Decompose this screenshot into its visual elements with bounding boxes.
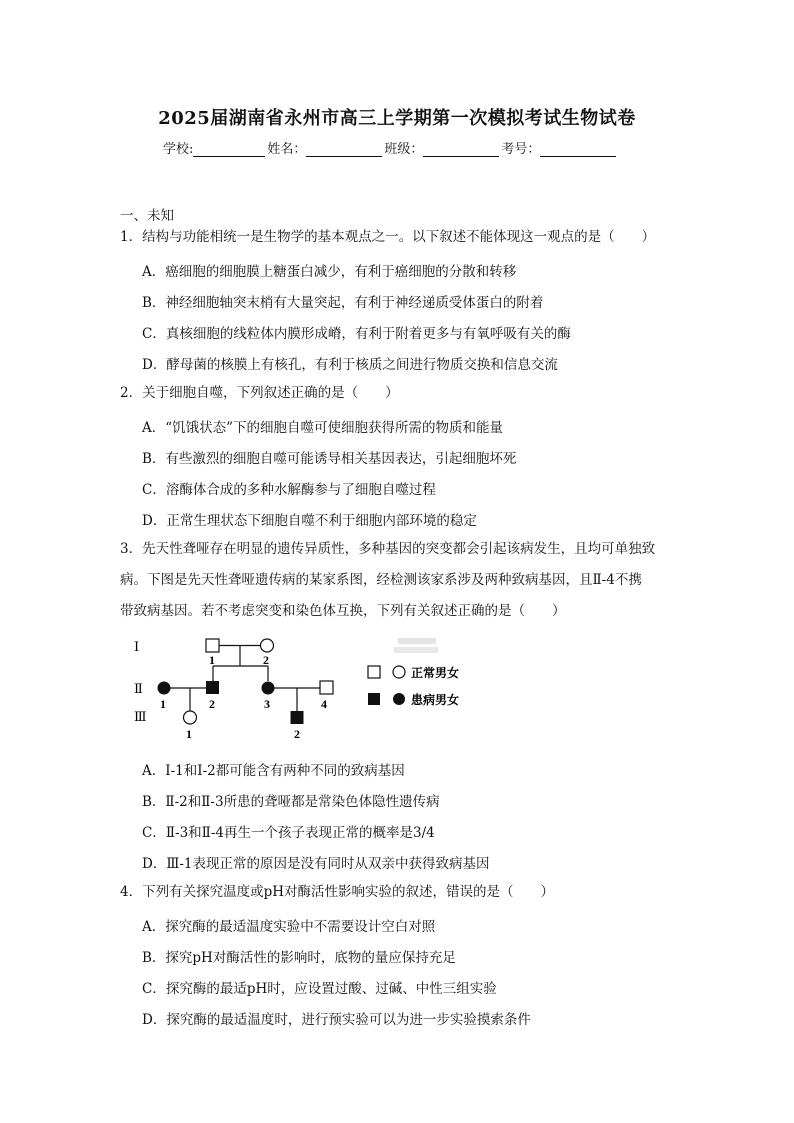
legend-affected-female-icon (393, 693, 405, 705)
question-3-option-d: D．Ⅲ-1表现正常的原因是没有同时从双亲中获得致病基因 (142, 856, 490, 872)
pedigree-number-ii4: 4 (321, 697, 327, 711)
question-1-stem: 1．结构与功能相统一是生物学的基本观点之一。以下叙述不能体现这一观点的是（ ） (120, 229, 656, 245)
question-1-option-b: B．神经细胞轴突末梢有大量突起，有利于神经递质受体蛋白的附着 (142, 295, 544, 311)
pedigree-number-ii2: 2 (209, 697, 215, 711)
question-2-option-c: C．溶酶体合成的多种水解酶参与了细胞自噬过程 (142, 482, 436, 498)
pedigree-number-iii2: 2 (294, 727, 300, 741)
question-4-option-d: D．探究酶的最适温度时，进行预实验可以为进一步实验摸索条件 (142, 1012, 531, 1028)
question-3-option-b: B．Ⅱ-2和Ⅱ-3所患的聋哑都是常染色体隐性遗传病 (142, 794, 440, 810)
section-heading: 一、未知 (120, 208, 174, 224)
generation-label-3: Ⅲ (134, 709, 147, 724)
question-1-option-a: A．癌细胞的细胞膜上糖蛋白减少，有利于癌细胞的分散和转移 (142, 264, 517, 280)
question-4-option-b: B．探究pH对酶活性的影响时，底物的量应保持充足 (142, 950, 456, 966)
question-3-stem-line-3: 带致病基因。若不考虑突变和染色体互换，下列有关叙述正确的是（ ） (120, 603, 566, 619)
question-2-option-a: A．“饥饿状态”下的细胞自噬可使细胞获得所需的物质和能量 (142, 420, 504, 436)
pedigree-number-i2: 2 (263, 653, 269, 667)
legend-affected-label: 患病男女 (411, 693, 460, 707)
name-label: 姓名： (267, 142, 307, 157)
question-1-option-d: D．酵母菌的核膜上有核孔，有利于核质之间进行物质交换和信息交流 (142, 357, 558, 373)
pedigree-iii1-normal-female (184, 711, 197, 724)
question-3-stem-line-1: 3．先天性聋哑存在明显的遗传异质性，多种基因的突变都会引起该病发生，且均可单独致 (120, 541, 656, 557)
legend-normal-label: 正常男女 (411, 666, 460, 680)
pedigree-legend-smudge (394, 638, 438, 653)
pedigree-number-iii1: 1 (186, 727, 192, 741)
school-label: 学校: (163, 142, 194, 157)
exam-title: 2025届湖南省永州市高三上学期第一次模拟考试生物试卷 (158, 108, 636, 129)
pedigree-number-i1: 1 (209, 653, 215, 667)
question-3-option-a: A．Ⅰ-1和Ⅰ-2都可能含有两种不同的致病基因 (142, 763, 405, 779)
pedigree-number-ii1: 1 (160, 697, 166, 711)
question-4-option-c: C．探究酶的最适pH时，应设置过酸、过碱、中性三组实验 (142, 981, 497, 997)
question-2-option-d: D．正常生理状态下细胞自噬不利于细胞内部环境的稳定 (142, 513, 477, 529)
pedigree-iii2-affected-male (291, 711, 304, 724)
question-2-option-b: B．有些激烈的细胞自噬可能诱导相关基因表达，引起细胞坏死 (142, 451, 517, 467)
pedigree-ii3-affected-female (262, 682, 275, 695)
generation-label-2: Ⅱ (134, 681, 143, 696)
question-3-stem-line-2: 病。下图是先天性聋哑遗传病的某家系图，经检测该家系涉及两种致病基因，且Ⅱ-4不携 (120, 572, 642, 588)
question-1-option-c: C．真核细胞的线粒体内膜形成嵴，有利于附着更多与有氧呼吸有关的酶 (142, 326, 571, 342)
pedigree-i1-normal-male (206, 639, 219, 652)
question-2-stem: 2．关于细胞自噬，下列叙述正确的是（ ） (120, 385, 399, 401)
examno-label: 考号： (501, 142, 541, 157)
pedigree-number-ii3: 3 (264, 697, 270, 711)
legend-normal-female-icon (393, 666, 405, 678)
legend-normal-male-icon (368, 666, 380, 678)
pedigree-ii4-normal-male (320, 681, 333, 694)
question-4-option-a: A．探究酶的最适温度实验中不需要设计空白对照 (142, 919, 436, 935)
pedigree-ii1-affected-female (158, 682, 171, 695)
class-label: 班级： (384, 142, 424, 157)
pedigree-ii2-affected-male (206, 681, 219, 694)
legend-affected-male-icon (368, 693, 380, 705)
question-4-stem: 4．下列有关探究温度或pH对酶活性影响实验的叙述，错误的是（ ） (120, 884, 555, 900)
pedigree-i2-normal-female (261, 639, 274, 652)
generation-label-1: Ⅰ (134, 639, 140, 654)
question-3-option-c: C．Ⅱ-3和Ⅱ-4再生一个孩子表现正常的概率是3/4 (142, 825, 435, 841)
